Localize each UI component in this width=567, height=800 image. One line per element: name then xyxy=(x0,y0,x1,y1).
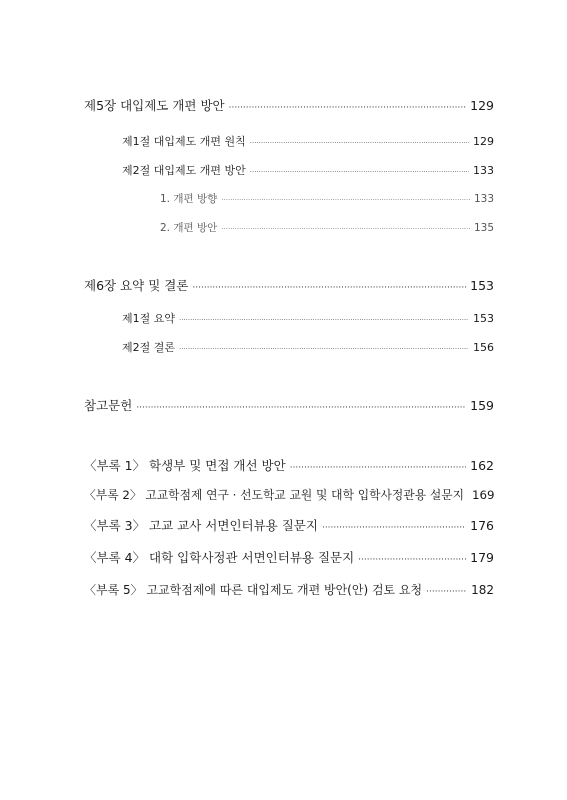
toc-entry-title: 참고문헌 xyxy=(84,398,133,413)
toc-entry-page: 182 xyxy=(471,583,494,597)
leader-dots xyxy=(250,169,469,176)
toc-entry-page: 129 xyxy=(473,135,494,148)
toc-entry-title: 제2절 대입제도 개편 방안 xyxy=(122,164,246,177)
toc-entry-title: 〈부록 2〉 고교학점제 연구 · 선도학교 교원 및 대학 입학사정관용 설문지 xyxy=(84,488,465,502)
toc-entry-chapter-5-section-2-item-1[interactable] xyxy=(160,194,494,205)
leader-dots xyxy=(290,464,466,473)
toc-entry-chapter-5[interactable] xyxy=(84,100,494,113)
toc-entry-page: 176 xyxy=(470,518,494,533)
toc-entry-page: 129 xyxy=(470,98,494,113)
toc-entry-chapter-5-section-1[interactable] xyxy=(122,136,494,147)
toc-entry-appendix-3[interactable] xyxy=(84,520,494,533)
leader-dots xyxy=(358,556,466,565)
toc-entry-title: 제1절 대입제도 개편 원칙 xyxy=(122,135,246,148)
toc-entry-chapter-5-section-2[interactable] xyxy=(122,165,494,176)
toc-entry-title: 제2절 결론 xyxy=(122,341,175,354)
leader-dots xyxy=(322,524,466,533)
leader-dots xyxy=(250,140,469,147)
leader-dots xyxy=(221,226,470,233)
toc-entry-page: 156 xyxy=(473,341,494,354)
toc-entry-title: 2. 개편 방안 xyxy=(160,222,218,234)
toc-entry-title: 제5장 대입제도 개편 방안 xyxy=(84,98,225,113)
toc-entry-title: 〈부록 5〉 고교학점제에 따른 대입제도 개편 방안(안) 검토 요청 xyxy=(84,583,423,597)
toc-entry-page: 153 xyxy=(473,312,494,325)
toc-entry-page: 162 xyxy=(470,458,494,473)
toc-entry-chapter-5-section-2-item-2[interactable] xyxy=(160,223,494,234)
leader-dots xyxy=(136,404,466,413)
toc-entry-title: 제6장 요약 및 결론 xyxy=(84,278,189,293)
toc-entry-appendix-2[interactable] xyxy=(84,490,494,502)
leader-dots xyxy=(229,104,467,113)
leader-dots xyxy=(179,317,469,324)
toc-entry-page: 179 xyxy=(470,550,494,565)
toc-entry-title: 〈부록 4〉 대학 입학사정관 서면인터뷰용 질문지 xyxy=(84,550,355,565)
toc-entry-references[interactable] xyxy=(84,400,494,413)
toc-entry-page: 159 xyxy=(470,398,494,413)
toc-entry-title: 1. 개편 방향 xyxy=(160,193,218,205)
leader-dots xyxy=(179,346,469,353)
toc-entry-title: 〈부록 3〉 고교 교사 서면인터뷰용 질문지 xyxy=(84,518,318,533)
toc-entry-chapter-6-section-2[interactable] xyxy=(122,342,494,353)
toc-entry-page: 135 xyxy=(473,222,494,234)
leader-dots xyxy=(426,588,467,597)
toc-entry-chapter-6-section-1[interactable] xyxy=(122,313,494,324)
toc-entry-page: 169 xyxy=(472,488,495,502)
toc-entry-appendix-4[interactable] xyxy=(84,552,494,565)
toc-entry-appendix-5[interactable] xyxy=(84,584,494,597)
toc-entry-title: 〈부록 1〉 학생부 및 면접 개선 방안 xyxy=(84,458,286,473)
leader-dots xyxy=(221,197,470,204)
toc-entry-page: 133 xyxy=(473,193,494,205)
toc-entry-appendix-1[interactable] xyxy=(84,460,494,473)
toc-entry-title: 제1절 요약 xyxy=(122,312,175,325)
leader-dots xyxy=(192,284,466,293)
toc-entry-page: 153 xyxy=(470,278,494,293)
toc-entry-chapter-6[interactable] xyxy=(84,280,494,293)
toc-entry-page: 133 xyxy=(473,164,494,177)
